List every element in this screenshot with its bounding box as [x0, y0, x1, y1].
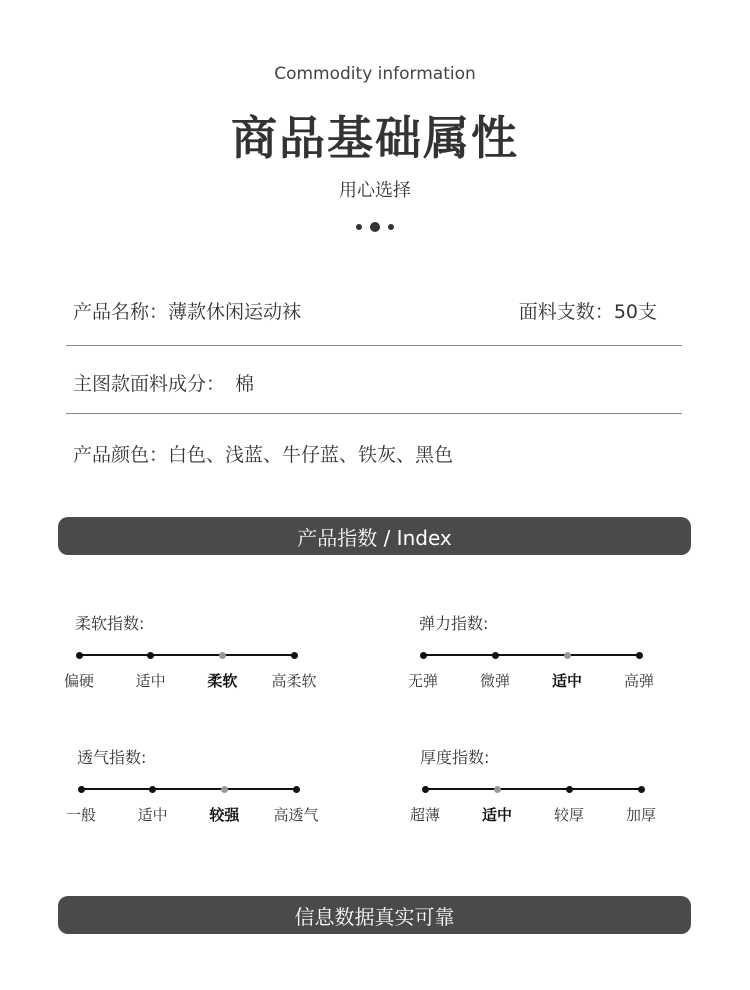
- scale-label: 高透气: [273, 806, 319, 824]
- info-row-material: [73, 369, 683, 396]
- scale-line: [79, 654, 294, 656]
- scale-label: 一般: [65, 806, 96, 824]
- color-value: 白色、浅蓝、牛仔蓝、铁灰、黑色: [168, 444, 454, 466]
- scale-label: 高柔软: [271, 672, 317, 690]
- dot-icon: [388, 224, 394, 230]
- index-banner: [58, 517, 691, 555]
- page-title: 商品基础属性: [231, 111, 519, 165]
- product-name-label: 产品名称：: [73, 301, 169, 323]
- info-row-name: [73, 297, 683, 324]
- scale-point-dot: [291, 652, 298, 659]
- scale-point-dot: [293, 786, 300, 793]
- dot-icon: [356, 224, 362, 230]
- scale-point-dot: [76, 652, 83, 659]
- scale-point-dot: [420, 652, 427, 659]
- yarn-count: [519, 297, 657, 324]
- scale-label: 较强: [209, 806, 240, 824]
- scale-label: 适中: [137, 806, 168, 824]
- scale-title: 弹力指数:: [419, 614, 489, 633]
- divider: [66, 413, 682, 414]
- scale-label: 柔软: [207, 672, 238, 690]
- scale-label: 无弹: [407, 672, 438, 690]
- material-value: 棉: [235, 373, 255, 395]
- scale-point-dot: [564, 652, 571, 659]
- scale-label: 适中: [135, 672, 166, 690]
- scale-title: 透气指数:: [77, 748, 147, 767]
- scale-label: 加厚: [625, 806, 656, 824]
- scale-label: 超薄: [409, 806, 440, 824]
- product-name-value: 薄款休闲运动袜: [168, 301, 302, 323]
- footer-banner: [58, 896, 691, 934]
- scale-point-dot: [566, 786, 573, 793]
- yarn-count-label: 面料支数：: [518, 301, 614, 323]
- scale-label: 偏硬: [63, 672, 94, 690]
- scale-point-dot: [221, 786, 228, 793]
- dot-icon: [370, 222, 380, 232]
- material-label: 主图款面料成分：: [73, 373, 226, 395]
- scale-label: 适中: [481, 806, 512, 824]
- decorative-dots: [0, 222, 750, 232]
- scale-point-dot: [638, 786, 645, 793]
- scale-title: 柔软指数:: [75, 614, 145, 633]
- scale-line: [423, 654, 639, 656]
- scale-point-dot: [149, 786, 156, 793]
- scale-point-dot: [78, 786, 85, 793]
- tagline: 用心选择: [339, 180, 411, 201]
- scale-label: 适中: [551, 672, 582, 690]
- scale-title: 厚度指数:: [420, 748, 490, 767]
- color-label: 产品颜色：: [73, 444, 169, 466]
- scale-label: 高弹: [623, 672, 654, 690]
- scale-line: [425, 788, 641, 790]
- scale-point-dot: [636, 652, 643, 659]
- subtitle-english: Commodity information: [274, 64, 476, 84]
- scale-point-dot: [219, 652, 226, 659]
- scale-line: [81, 788, 296, 790]
- yarn-count-value: 50支: [613, 301, 657, 323]
- scale-label: 微弹: [479, 672, 510, 690]
- scale-point-dot: [147, 652, 154, 659]
- divider: [66, 345, 682, 346]
- scale-label: 较厚: [553, 806, 584, 824]
- footer-banner-label: 信息数据真实可靠: [294, 904, 455, 929]
- scale-point-dot: [494, 786, 501, 793]
- scale-point-dot: [492, 652, 499, 659]
- scale-point-dot: [422, 786, 429, 793]
- info-row-color: [73, 440, 683, 467]
- index-banner-label: 产品指数 / Index: [297, 525, 452, 550]
